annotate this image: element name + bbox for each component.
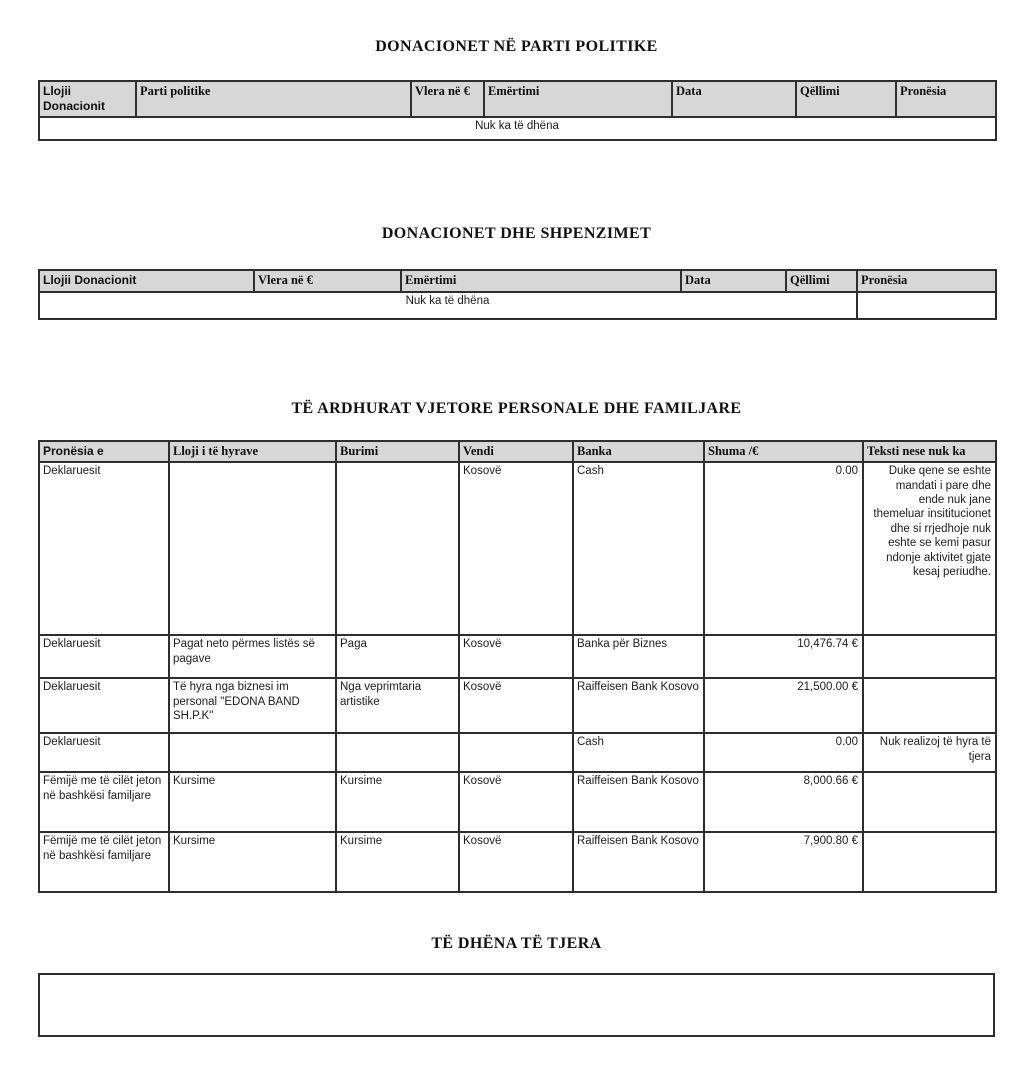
section-title-donations-expenses: DONACIONET DHE SHPENZIMET (381, 225, 652, 242)
cell-vendi: Kosovë (459, 635, 573, 678)
empty-cell (857, 292, 996, 319)
no-data-row (39, 117, 996, 140)
cell-pronesia: Deklaruesit (39, 733, 169, 772)
donations-party-table (38, 80, 997, 141)
no-data-text: Nuk ka të dhëna (39, 117, 996, 140)
column-header: Teksti nese nuk ka (863, 441, 996, 463)
cell-teksti (863, 678, 996, 733)
cell-teksti (863, 635, 996, 678)
column-header: Llojii Donacionit (39, 81, 136, 117)
cell-shuma: 8,000.66 € (704, 772, 863, 832)
column-header: Burimi (336, 441, 459, 463)
column-header: Pronësia (896, 81, 996, 117)
cell-banka: Cash (573, 733, 704, 772)
column-header: Vlera në € (411, 81, 484, 117)
cell-vendi (459, 733, 573, 772)
section-title-income: TË ARDHURAT VJETORE PERSONALE DHE FAMILJARE (291, 399, 742, 417)
column-header: Qëllimi (786, 270, 857, 292)
cell-pronesia: Deklaruesit (39, 635, 169, 678)
cell-vendi: Kosovë (459, 832, 573, 892)
column-header: Pronësia e (39, 441, 169, 463)
cell-banka: Raiffeisen Bank Kosovo (573, 678, 704, 733)
cell-vendi: Kosovë (459, 462, 573, 635)
cell-banka: Banka për Biznes (573, 635, 704, 678)
document-page (38, 0, 995, 1037)
cell-teksti: Nuk realizoj të hyra të tjera (863, 733, 996, 772)
cell-burimi: Paga (336, 635, 459, 678)
column-header: Emërtimi (401, 270, 681, 292)
column-header: Pronësia (857, 270, 996, 292)
cell-pronesia: Deklaruesit (39, 462, 169, 635)
no-data-row (39, 292, 996, 319)
cell-shuma: 0.00 (704, 733, 863, 772)
cell-teksti (863, 832, 996, 892)
donations-expenses-header-row (39, 270, 996, 292)
cell-vendi: Kosovë (459, 678, 573, 733)
column-header: Banka (573, 441, 704, 463)
cell-pronesia: Deklaruesit (39, 678, 169, 733)
cell-shuma: 7,900.80 € (704, 832, 863, 892)
cell-lloji: Kursime (169, 832, 336, 892)
cell-burimi (336, 462, 459, 635)
income-table (38, 440, 997, 894)
cell-teksti: Duke qene se eshte mandati i pare dhe ende nuk jane themeluar insititucionet dhe si rrjedhoje nuk eshte se kemi pasur ndonje aktivitet gjate kesaj periudhe. (863, 462, 996, 635)
cell-lloji: Kursime (169, 772, 336, 832)
column-header: Llojii Donacionit (39, 270, 254, 292)
column-header: Data (681, 270, 786, 292)
cell-shuma: 10,476.74 € (704, 635, 863, 678)
column-header: Qëllimi (796, 81, 896, 117)
cell-lloji (169, 733, 336, 772)
donations-party-header-row (39, 81, 996, 117)
cell-burimi: Kursime (336, 772, 459, 832)
cell-lloji: Të hyra nga biznesi im personal "EDONA BAND SH.P.K" (169, 678, 336, 733)
section-title-donations-party: DONACIONET NË PARTI POLITIKE (375, 38, 658, 55)
column-header: Parti politike (136, 81, 411, 117)
column-header: Vlera në € (254, 270, 401, 292)
table-row (39, 635, 996, 678)
column-header: Data (672, 81, 796, 117)
cell-banka: Raiffeisen Bank Kosovo (573, 832, 704, 892)
table-row (39, 832, 996, 892)
cell-teksti (863, 772, 996, 832)
cell-lloji (169, 462, 336, 635)
column-header: Vendi (459, 441, 573, 463)
cell-pronesia: Fëmijë me të cilët jeton në bashkësi familjare (39, 832, 169, 892)
column-header: Lloji i të hyrave (169, 441, 336, 463)
cell-banka: Raiffeisen Bank Kosovo (573, 772, 704, 832)
cell-burimi (336, 733, 459, 772)
table-row (39, 772, 996, 832)
table-row (39, 733, 996, 772)
cell-lloji: Pagat neto përmes listës së pagave (169, 635, 336, 678)
cell-vendi: Kosovë (459, 772, 573, 832)
other-data-box (38, 973, 995, 1037)
cell-shuma: 0.00 (704, 462, 863, 635)
income-header-row (39, 441, 996, 463)
table-row (39, 462, 996, 635)
cell-burimi: Nga veprimtaria artistike (336, 678, 459, 733)
cell-burimi: Kursime (336, 832, 459, 892)
section-title-other-data: TË DHËNA TË TJERA (431, 935, 602, 953)
cell-shuma: 21,500.00 € (704, 678, 863, 733)
column-header: Shuma /€ (704, 441, 863, 463)
table-row (39, 678, 996, 733)
cell-pronesia: Fëmijë me të cilët jeton në bashkësi familjare (39, 772, 169, 832)
column-header: Emërtimi (484, 81, 672, 117)
donations-expenses-table (38, 269, 997, 320)
no-data-text: Nuk ka të dhëna (39, 292, 857, 319)
cell-banka: Cash (573, 462, 704, 635)
